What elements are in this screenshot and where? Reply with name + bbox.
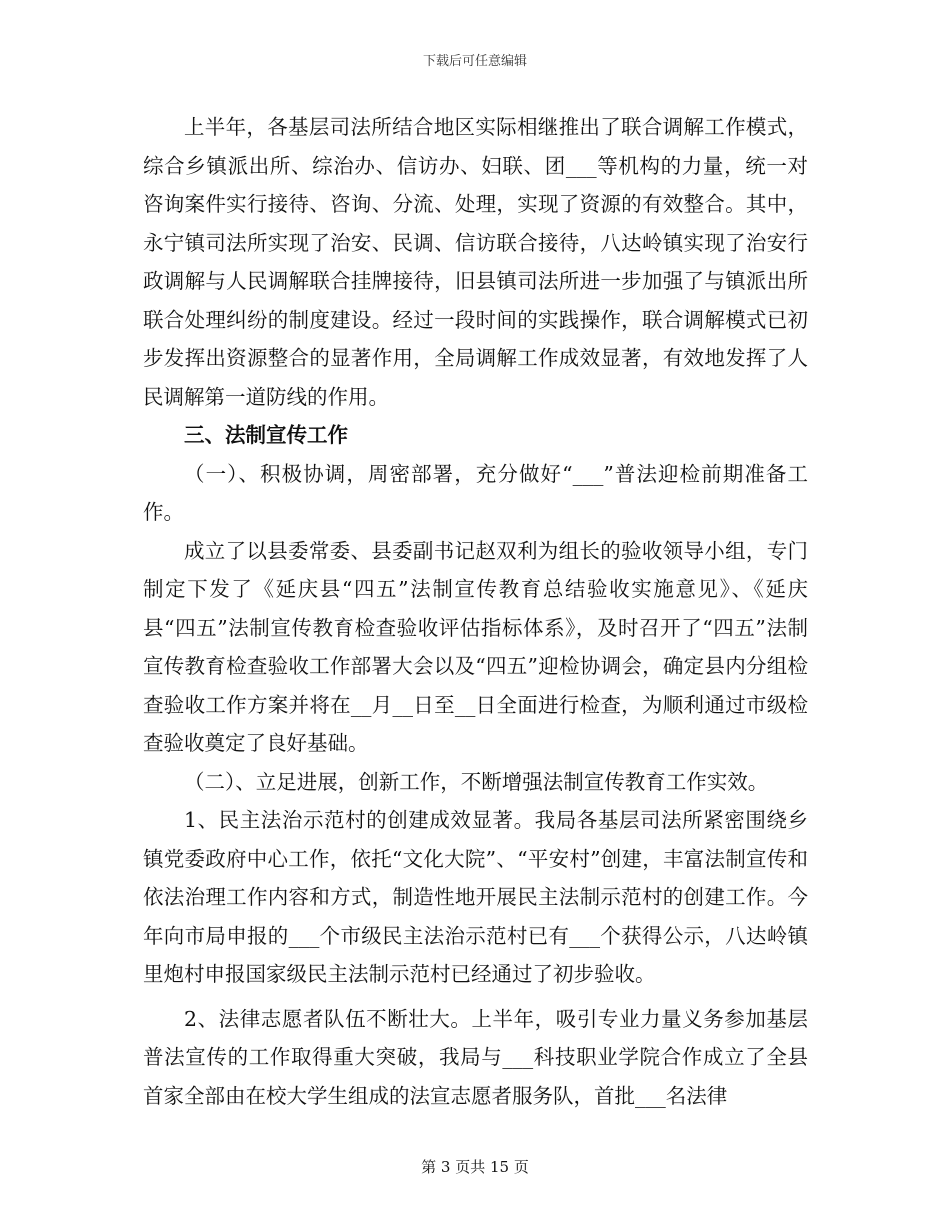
- page-header-note: 下载后可任意编辑: [422, 54, 527, 69]
- document-body: [143, 108, 808, 1115]
- page-number: 第 3 页共 15 页: [421, 1158, 529, 1176]
- paragraph-volunteers: 2、法律志愿者队伍不断壮大。上半年，吸引专业力量义务参加基层普法宣传的工作取得重大突破，我局与___科技职业学院合作成立了全县首家全部由在校大学生组成的法宣志愿者服务队，首批___名法律: [143, 1006, 808, 1108]
- paragraph-joint-mediation: 上半年，各基层司法所结合地区实际相继推出了联合调解工作模式，综合乡镇派出所、综治办、信访办、妇联、团___等机构的力量，统一对咨询案件实行接待、咨询、分流、处理，实现了资源的有效整合。其中，永宁镇司法所实现了治安、民调、信访联合接待，八达岭镇实现了治安行政调解与人民调解联合挂牌接待，旧县镇司法所进一步加强了与镇派出所联合处理纠纷的制度建设。经过一段时间的实践操作，联合调解模式已初步发挥出资源整合的显著作用，全局调解工作成效显著，有效地发挥了人民调解第一道防线的作用。: [143, 115, 808, 409]
- subheading-coordination: （一）、积极协调，周密部署，充分做好“___”普法迎检前期准备工作。: [143, 461, 808, 524]
- section-heading-legal-publicity: 三、法制宣传工作: [184, 423, 348, 447]
- subheading-innovation: （二）、立足进展，创新工作，不断增强法制宣传教育工作实效。: [184, 769, 769, 794]
- paragraph-inspection-group: 成立了以县委常委、县委副书记赵双利为组长的验收领导小组，专门制定下发了《延庆县“四五”法制宣传教育总结验收实施意见》、《延庆县“四五”法制宣传教育检查验收评估指标体系》，及时召开了“四五”法制宣传教育检查验收工作部署大会以及“四五”迎检协调会，确定县内分组检查验收工作方案并将在__月__日至__日全面进行检查，为顺利通过市级检查验收奠定了良好基础。: [143, 538, 808, 755]
- paragraph-model-villages: 1、民主法治示范村的创建成效显著。我局各基层司法所紧密围绕乡镇党委政府中心工作，依托“文化大院”、“平安村”创建，丰富法制宣传和依法治理工作内容和方式，制造性地开展民主法制示范村的创建工作。今年向市局申报的___个市级民主法治示范村已有___个获得公示，八达岭镇里炮村申报国家级民主法制示范村已经通过了初步验收。: [143, 808, 808, 986]
